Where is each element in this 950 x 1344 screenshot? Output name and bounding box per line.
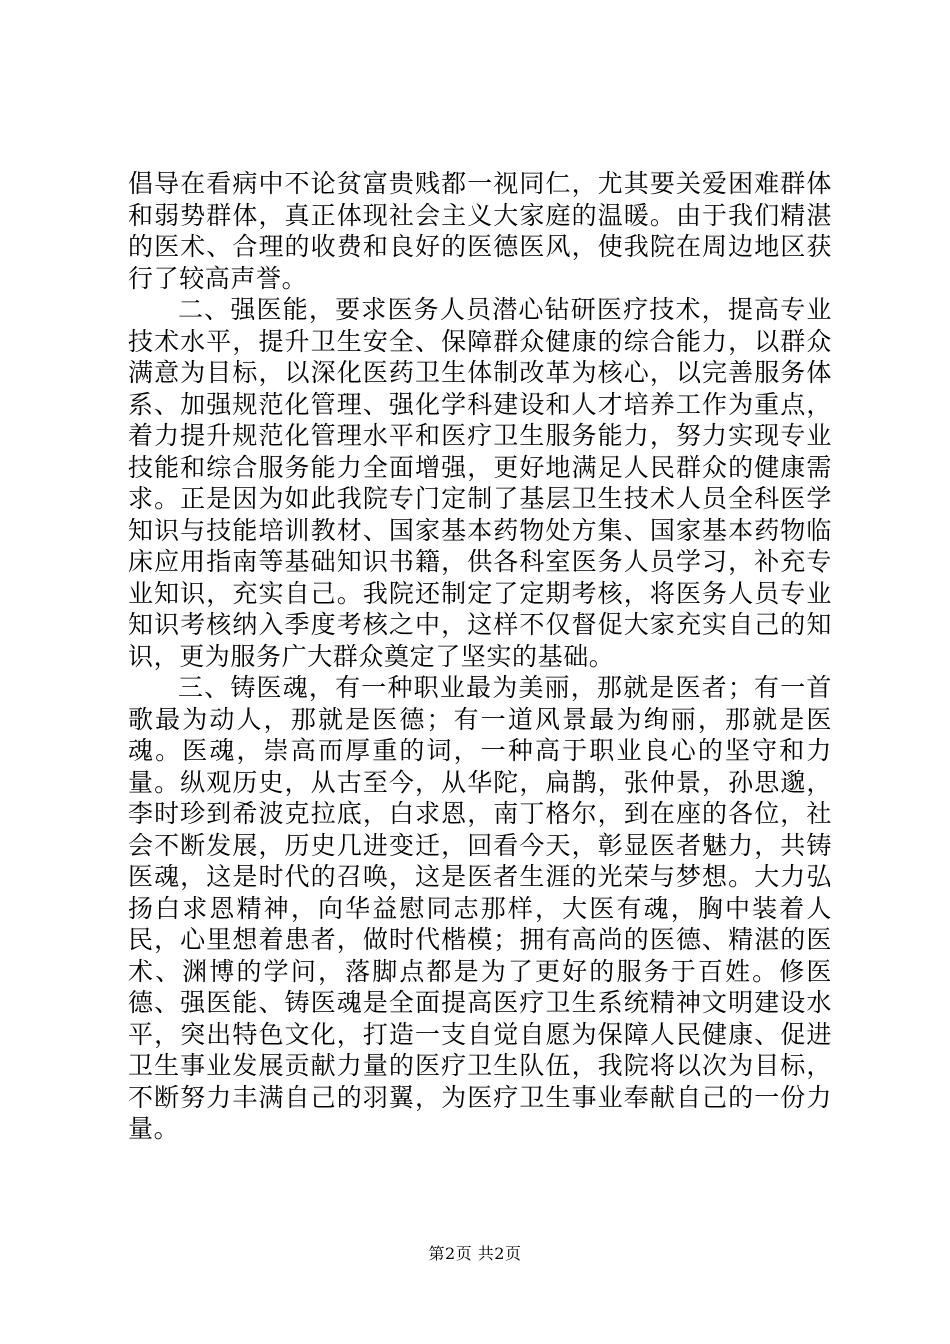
page-footer: [0, 1244, 950, 1264]
paragraph-3: 三、铸医魂，有一种职业最为美丽，那就是医者；有一首歌最为动人，那就是医德；有一道风景最为绚丽，那就是医魂。医魂，崇高而厚重的词，一种高于职业良心的坚守和力量。纵观历史，从古至今，从华陀，扁鹊，张仲景，孙思邈，李时珍到希波克拉底，白求恩，南丁格尔，到在座的各位，社会不断发展，历史几进变迁，回看今天，彰显医者魅力，共铸医魂，这是时代的召唤，这是医者生涯的光荣与梦想。大力弘扬白求恩精神，向华益慰同志那样，大医有魂，胸中装着人民，心里想着患者，做时代楷模；拥有高尚的医德、精湛的医术、渊博的学问，落脚点都是为了更好的服务于百姓。修医德、强医能、铸医魂是全面提高医疗卫生系统精神文明建设水平，突出特色文化，打造一支自觉自愿为保障人民健康、促进卫生事业发展贡献力量的医疗卫生队伍，我院将以次为目标，不断努力丰满自己的羽翼，为医疗卫生事业奉献自己的一份力量。: [128, 673, 832, 1143]
paragraph-1: 倡导在看病中不论贫富贵贱都一视同仁，尤其要关爱困难群体和弱势群体，真正体现社会主义大家庭的温暖。由于我们精湛的医术、合理的收费和良好的医德医风，使我院在周边地区获行了较高声誉。: [128, 169, 832, 293]
paragraph-2: 二、强医能，要求医务人员潜心钻研医疗技术，提高专业技术水平，提升卫生安全、保障群众健康的综合能力，以群众满意为目标，以深化医药卫生体制改革为核心，以完善服务体系、加强规范化管理、强化学科建设和人才培养工作为重点，着力提升规范化管理水平和医疗卫生服务能力，努力实现专业技能和综合服务能力全面增强，更好地满足人民群众的健康需求。正是因为如此我院专门定制了基层卫生技术人员全科医学知识与技能培训教材、国家基本药物处方集、国家基本药物临床应用指南等基础知识书籍，供各科室医务人员学习，补充专业知识，充实自己。我院还制定了定期考核，将医务人员专业知识考核纳入季度考核之中，这样不仅督促大家充实自己的知识，更为服务广大群众奠定了坚实的基础。: [128, 295, 832, 671]
document-body: [128, 168, 832, 1145]
page-number: 第2页 共2页: [428, 1244, 522, 1263]
